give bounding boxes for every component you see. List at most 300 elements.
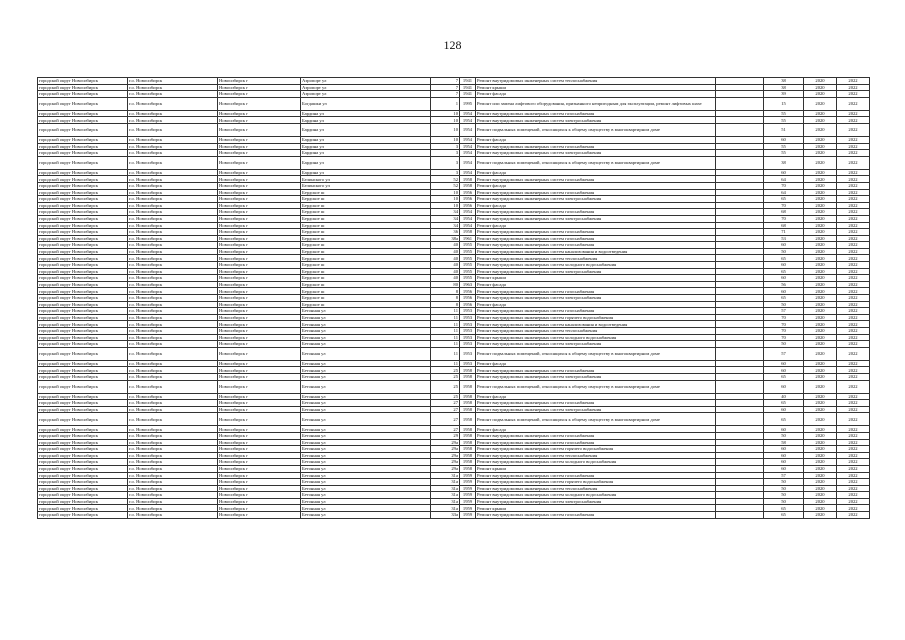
table-row	[38, 360, 870, 367]
table-row	[38, 314, 870, 321]
cell-municipality: городской округ Новосибирск	[38, 229, 128, 236]
cell-year-start: 2020	[804, 472, 837, 479]
cell-year-start: 2020	[804, 150, 837, 157]
cell-house-number: 40	[431, 275, 460, 282]
cell-district: г.о. Новосибирск	[128, 215, 218, 222]
cell-year-start: 2020	[804, 235, 837, 242]
cell-district: г.о. Новосибирск	[128, 472, 218, 479]
cell-year-end: 2022	[837, 334, 870, 341]
cell-street: Бердское ш	[301, 275, 431, 282]
cell-district: г.о. Новосибирск	[128, 380, 218, 393]
cell-year-end: 2022	[837, 189, 870, 196]
cell-blank	[716, 215, 764, 222]
cell-value: 68	[764, 222, 804, 229]
cell-house-number: 27	[431, 400, 460, 407]
cell-year-end: 2022	[837, 262, 870, 269]
cell-year-end: 2022	[837, 295, 870, 302]
cell-house-number: 40	[431, 242, 460, 249]
cell-year-end: 2022	[837, 84, 870, 91]
cell-work-type: Ремонт фасада	[476, 202, 716, 209]
cell-house-number: 34	[431, 215, 460, 222]
cell-build-year: 1963	[460, 281, 476, 288]
cell-district: г.о. Новосибирск	[128, 432, 218, 439]
cell-build-year: 1958	[460, 452, 476, 459]
cell-street: Бердское ш	[301, 202, 431, 209]
cell-district: г.о. Новосибирск	[128, 308, 218, 315]
cell-value: 70	[764, 314, 804, 321]
cell-district: г.о. Новосибирск	[128, 459, 218, 466]
cell-house-number: 27	[431, 413, 460, 426]
cell-district: г.о. Новосибирск	[128, 150, 218, 157]
cell-blank	[716, 301, 764, 308]
cell-year-end: 2022	[837, 373, 870, 380]
cell-municipality: городской округ Новосибирск	[38, 288, 128, 295]
cell-settlement: Новосибирск г	[218, 136, 301, 143]
cell-house-number: 11	[431, 360, 460, 367]
cell-district: г.о. Новосибирск	[128, 367, 218, 374]
cell-settlement: Новосибирск г	[218, 182, 301, 189]
cell-value: 65	[764, 505, 804, 512]
cell-house-number: 40	[431, 268, 460, 275]
cell-work-type: Ремонт внутридомовых инженерных систем электроснабжения	[476, 295, 716, 302]
table-row	[38, 432, 870, 439]
cell-house-number: 40	[431, 248, 460, 255]
cell-district: г.о. Новосибирск	[128, 281, 218, 288]
cell-blank	[716, 347, 764, 360]
cell-house-number: 25	[431, 373, 460, 380]
cell-value: 50	[764, 485, 804, 492]
cell-work-type: Ремонт внутридомовых инженерных систем электроснабжения	[476, 196, 716, 203]
cell-blank	[716, 268, 764, 275]
cell-municipality: городской округ Новосибирск	[38, 400, 128, 407]
table-row	[38, 182, 870, 189]
cell-municipality: городской округ Новосибирск	[38, 84, 128, 91]
cell-year-start: 2020	[804, 439, 837, 446]
cell-blank	[716, 321, 764, 328]
cell-year-end: 2022	[837, 446, 870, 453]
cell-work-type: Ремонт фасада	[476, 281, 716, 288]
cell-work-type: Ремонт внутридомовых инженерных систем электроснабжения	[476, 150, 716, 157]
cell-municipality: городской округ Новосибирск	[38, 413, 128, 426]
cell-street: Бардина ул	[301, 156, 431, 169]
cell-blank	[716, 229, 764, 236]
cell-settlement: Новосибирск г	[218, 321, 301, 328]
table-row	[38, 373, 870, 380]
cell-municipality: городской округ Новосибирск	[38, 498, 128, 505]
cell-year-start: 2020	[804, 347, 837, 360]
cell-year-start: 2020	[804, 78, 837, 85]
cell-settlement: Новосибирск г	[218, 505, 301, 512]
table-row	[38, 222, 870, 229]
cell-year-start: 2020	[804, 97, 837, 110]
cell-value: 60	[764, 426, 804, 433]
cell-build-year: 1958	[460, 393, 476, 400]
cell-year-start: 2020	[804, 367, 837, 374]
cell-work-type: Ремонт фасада	[476, 360, 716, 367]
table-row	[38, 248, 870, 255]
cell-value: 65	[764, 512, 804, 519]
cell-street: Бердское ш	[301, 288, 431, 295]
cell-year-end: 2022	[837, 465, 870, 472]
cell-district: г.о. Новосибирск	[128, 321, 218, 328]
cell-value: 71	[764, 229, 804, 236]
cell-build-year: 1953	[460, 334, 476, 341]
cell-value: 58	[764, 439, 804, 446]
cell-year-start: 2020	[804, 222, 837, 229]
cell-house-number: 25	[431, 393, 460, 400]
cell-settlement: Новосибирск г	[218, 222, 301, 229]
cell-settlement: Новосибирск г	[218, 255, 301, 262]
cell-house-number: 11	[431, 341, 460, 348]
cell-year-end: 2022	[837, 498, 870, 505]
cell-blank	[716, 380, 764, 393]
cell-blank	[716, 373, 764, 380]
cell-district: г.о. Новосибирск	[128, 196, 218, 203]
cell-municipality: городской округ Новосибирск	[38, 97, 128, 110]
cell-street: Бетонная ул	[301, 360, 431, 367]
cell-house-number: 3	[431, 150, 460, 157]
cell-value: 60	[764, 360, 804, 367]
cell-build-year: 1958	[460, 176, 476, 183]
cell-district: г.о. Новосибирск	[128, 268, 218, 275]
cell-year-end: 2022	[837, 209, 870, 216]
cell-year-end: 2022	[837, 505, 870, 512]
cell-year-end: 2022	[837, 255, 870, 262]
table-row	[38, 156, 870, 169]
cell-district: г.о. Новосибирск	[128, 347, 218, 360]
cell-blank	[716, 485, 764, 492]
cell-district: г.о. Новосибирск	[128, 222, 218, 229]
cell-municipality: городской округ Новосибирск	[38, 176, 128, 183]
cell-blank	[716, 222, 764, 229]
cell-district: г.о. Новосибирск	[128, 314, 218, 321]
cell-street: Аэропорт ул	[301, 84, 431, 91]
cell-work-type: Ремонт внутридомовых инженерных систем теплоснабжения	[476, 485, 716, 492]
cell-work-type: Ремонт внутридомовых инженерных систем газоснабжения	[476, 472, 716, 479]
cell-settlement: Новосибирск г	[218, 117, 301, 124]
cell-house-number: 33а	[431, 512, 460, 519]
cell-year-start: 2020	[804, 321, 837, 328]
cell-build-year: 1958	[460, 439, 476, 446]
cell-street: Бердское ш	[301, 281, 431, 288]
cell-settlement: Новосибирск г	[218, 492, 301, 499]
cell-value: 60	[764, 459, 804, 466]
table-row	[38, 413, 870, 426]
cell-settlement: Новосибирск г	[218, 406, 301, 413]
cell-municipality: городской округ Новосибирск	[38, 209, 128, 216]
cell-municipality: городской округ Новосибирск	[38, 156, 128, 169]
cell-work-type: Ремонт внутридомовых инженерных систем газоснабжения	[476, 189, 716, 196]
cell-settlement: Новосибирск г	[218, 380, 301, 393]
cell-house-number: 10	[431, 123, 460, 136]
cell-street: Бетонная ул	[301, 426, 431, 433]
cell-street: Бердское ш	[301, 295, 431, 302]
cell-build-year: 1953	[460, 341, 476, 348]
table-row	[38, 117, 870, 124]
cell-district: г.о. Новосибирск	[128, 143, 218, 150]
cell-municipality: городской округ Новосибирск	[38, 406, 128, 413]
cell-house-number: 80	[431, 281, 460, 288]
cell-municipality: городской округ Новосибирск	[38, 301, 128, 308]
cell-municipality: городской округ Новосибирск	[38, 281, 128, 288]
cell-municipality: городской округ Новосибирск	[38, 136, 128, 143]
cell-municipality: городской округ Новосибирск	[38, 485, 128, 492]
cell-house-number: 3	[431, 143, 460, 150]
cell-municipality: городской округ Новосибирск	[38, 295, 128, 302]
cell-year-start: 2020	[804, 215, 837, 222]
cell-municipality: городской округ Новосибирск	[38, 439, 128, 446]
cell-year-start: 2020	[804, 334, 837, 341]
cell-municipality: городской округ Новосибирск	[38, 242, 128, 249]
cell-blank	[716, 479, 764, 486]
cell-district: г.о. Новосибирск	[128, 262, 218, 269]
cell-work-type: Ремонт подвальных помещений, относящихся к общему имуществу в многоквартирном доме	[476, 413, 716, 426]
cell-house-number: 11	[431, 347, 460, 360]
cell-work-type: Ремонт внутридомовых инженерных систем газоснабжения	[476, 110, 716, 117]
cell-build-year: 1954	[460, 156, 476, 169]
cell-value: 53	[764, 235, 804, 242]
cell-year-start: 2020	[804, 465, 837, 472]
cell-year-end: 2022	[837, 110, 870, 117]
cell-settlement: Новосибирск г	[218, 367, 301, 374]
cell-value: 60	[764, 367, 804, 374]
cell-settlement: Новосибирск г	[218, 373, 301, 380]
cell-house-number: 31а	[431, 492, 460, 499]
cell-house-number: 10	[431, 117, 460, 124]
cell-build-year: 1959	[460, 472, 476, 479]
cell-build-year: 1955	[460, 255, 476, 262]
cell-build-year: 1995	[460, 97, 476, 110]
cell-year-start: 2020	[804, 301, 837, 308]
cell-house-number: 10	[431, 196, 460, 203]
cell-build-year: 1941	[460, 84, 476, 91]
cell-district: г.о. Новосибирск	[128, 189, 218, 196]
cell-work-type: Ремонт внутридомовых инженерных систем холодного водоснабжения	[476, 492, 716, 499]
cell-year-end: 2022	[837, 328, 870, 335]
cell-municipality: городской округ Новосибирск	[38, 426, 128, 433]
cell-value: 38	[764, 156, 804, 169]
cell-settlement: Новосибирск г	[218, 262, 301, 269]
cell-blank	[716, 196, 764, 203]
cell-municipality: городской округ Новосибирск	[38, 459, 128, 466]
table-row	[38, 143, 870, 150]
table-row	[38, 268, 870, 275]
cell-house-number: 34	[431, 209, 460, 216]
cell-street: Бердское ш	[301, 248, 431, 255]
cell-district: г.о. Новосибирск	[128, 413, 218, 426]
cell-settlement: Новосибирск г	[218, 209, 301, 216]
cell-district: г.о. Новосибирск	[128, 479, 218, 486]
cell-build-year: 1959	[460, 505, 476, 512]
cell-house-number: 31а	[431, 479, 460, 486]
cell-work-type: Ремонт внутридомовых инженерных систем теплоснабжения	[476, 452, 716, 459]
cell-year-end: 2022	[837, 176, 870, 183]
cell-municipality: городской округ Новосибирск	[38, 150, 128, 157]
cell-value: 70	[764, 182, 804, 189]
cell-settlement: Новосибирск г	[218, 196, 301, 203]
cell-year-end: 2022	[837, 426, 870, 433]
cell-year-start: 2020	[804, 485, 837, 492]
cell-blank	[716, 189, 764, 196]
cell-settlement: Новосибирск г	[218, 268, 301, 275]
cell-year-start: 2020	[804, 426, 837, 433]
cell-year-end: 2022	[837, 380, 870, 393]
table-row	[38, 281, 870, 288]
cell-work-type: Ремонт внутридомовых инженерных систем газоснабжения	[476, 432, 716, 439]
cell-municipality: городской округ Новосибирск	[38, 452, 128, 459]
cell-district: г.о. Новосибирск	[128, 492, 218, 499]
cell-year-end: 2022	[837, 248, 870, 255]
cell-district: г.о. Новосибирск	[128, 110, 218, 117]
cell-municipality: городской округ Новосибирск	[38, 189, 128, 196]
table-row	[38, 479, 870, 486]
cell-value: 55	[764, 143, 804, 150]
cell-build-year: 1958	[460, 182, 476, 189]
cell-settlement: Новосибирск г	[218, 110, 301, 117]
cell-settlement: Новосибирск г	[218, 78, 301, 85]
cell-value: 64	[764, 176, 804, 183]
cell-municipality: городской округ Новосибирск	[38, 446, 128, 453]
cell-year-end: 2022	[837, 314, 870, 321]
cell-work-type: Ремонт внутридомовых инженерных систем электроснабжения	[476, 268, 716, 275]
cell-work-type: Ремонт подвальных помещений, относящихся к общему имуществу в многоквартирном доме	[476, 123, 716, 136]
cell-year-end: 2022	[837, 182, 870, 189]
cell-blank	[716, 91, 764, 98]
cell-blank	[716, 288, 764, 295]
cell-settlement: Новосибирск г	[218, 189, 301, 196]
cell-value: 60	[764, 169, 804, 176]
cell-district: г.о. Новосибирск	[128, 182, 218, 189]
cell-year-end: 2022	[837, 367, 870, 374]
cell-district: г.о. Новосибирск	[128, 235, 218, 242]
cell-work-type: Ремонт внутридомовых инженерных систем теплоснабжения	[476, 328, 716, 335]
cell-year-end: 2022	[837, 91, 870, 98]
cell-year-end: 2022	[837, 479, 870, 486]
cell-year-start: 2020	[804, 341, 837, 348]
cell-year-start: 2020	[804, 492, 837, 499]
cell-build-year: 1954	[460, 110, 476, 117]
cell-district: г.о. Новосибирск	[128, 512, 218, 519]
table-row	[38, 169, 870, 176]
cell-year-end: 2022	[837, 78, 870, 85]
cell-year-end: 2022	[837, 169, 870, 176]
cell-house-number: 31а	[431, 505, 460, 512]
table-row	[38, 255, 870, 262]
cell-street: Бердское ш	[301, 196, 431, 203]
cell-settlement: Новосибирск г	[218, 446, 301, 453]
page-number: 128	[443, 38, 462, 52]
cell-year-start: 2020	[804, 512, 837, 519]
cell-district: г.о. Новосибирск	[128, 373, 218, 380]
cell-value: 60	[764, 380, 804, 393]
table-row	[38, 334, 870, 341]
cell-settlement: Новосибирск г	[218, 459, 301, 466]
cell-house-number: 29	[431, 432, 460, 439]
cell-settlement: Новосибирск г	[218, 202, 301, 209]
cell-build-year: 1955	[460, 262, 476, 269]
cell-settlement: Новосибирск г	[218, 215, 301, 222]
cell-house-number: 29а	[431, 459, 460, 466]
cell-blank	[716, 328, 764, 335]
table-row	[38, 84, 870, 91]
cell-work-type: Ремонт внутридомовых инженерных систем холодного водоснабжения	[476, 334, 716, 341]
cell-street: Бердское ш	[301, 242, 431, 249]
table-row	[38, 202, 870, 209]
cell-year-end: 2022	[837, 275, 870, 282]
cell-year-start: 2020	[804, 182, 837, 189]
cell-build-year: 1959	[460, 492, 476, 499]
cell-house-number: 40	[431, 255, 460, 262]
cell-municipality: городской округ Новосибирск	[38, 334, 128, 341]
cell-blank	[716, 110, 764, 117]
cell-value: 60	[764, 275, 804, 282]
cell-municipality: городской округ Новосибирск	[38, 117, 128, 124]
cell-year-start: 2020	[804, 314, 837, 321]
cell-district: г.о. Новосибирск	[128, 446, 218, 453]
cell-year-start: 2020	[804, 196, 837, 203]
cell-settlement: Новосибирск г	[218, 275, 301, 282]
cell-municipality: городской округ Новосибирск	[38, 505, 128, 512]
table-row	[38, 406, 870, 413]
cell-work-type: Ремонт фасада	[476, 222, 716, 229]
cell-work-type: Ремонт подвальных помещений, относящихся к общему имуществу в многоквартирном доме	[476, 380, 716, 393]
cell-street: Бетонная ул	[301, 393, 431, 400]
cell-year-end: 2022	[837, 341, 870, 348]
cell-house-number: 7	[431, 84, 460, 91]
cell-build-year: 1958	[460, 367, 476, 374]
cell-year-start: 2020	[804, 268, 837, 275]
cell-blank	[716, 202, 764, 209]
cell-build-year: 1954	[460, 169, 476, 176]
cell-value: 55	[764, 110, 804, 117]
cell-value: 70	[764, 202, 804, 209]
cell-build-year: 1956	[460, 189, 476, 196]
table-row	[38, 347, 870, 360]
cell-settlement: Новосибирск г	[218, 301, 301, 308]
cell-street: Бетонная ул	[301, 498, 431, 505]
cell-municipality: городской округ Новосибирск	[38, 182, 128, 189]
cell-house-number: 10	[431, 110, 460, 117]
table-body	[38, 78, 870, 519]
cell-blank	[716, 498, 764, 505]
table-row	[38, 229, 870, 236]
cell-house-number: 29а	[431, 465, 460, 472]
cell-street: Бетонная ул	[301, 512, 431, 519]
table-row	[38, 136, 870, 143]
cell-value: 60	[764, 262, 804, 269]
cell-blank	[716, 406, 764, 413]
cell-house-number: 7	[431, 78, 460, 85]
cell-blank	[716, 432, 764, 439]
cell-municipality: городской округ Новосибирск	[38, 512, 128, 519]
cell-value: 65	[764, 255, 804, 262]
cell-district: г.о. Новосибирск	[128, 393, 218, 400]
cell-settlement: Новосибирск г	[218, 472, 301, 479]
table-row	[38, 452, 870, 459]
cell-work-type: Ремонт внутридомовых инженерных систем холодного водоснабжения	[476, 262, 716, 269]
cell-value: 15	[764, 97, 804, 110]
cell-house-number: 8	[431, 295, 460, 302]
cell-street: Белинского ул	[301, 182, 431, 189]
table-row	[38, 465, 870, 472]
cell-district: г.о. Новосибирск	[128, 255, 218, 262]
cell-value: 70	[764, 321, 804, 328]
cell-work-type: Ремонт внутридомовых инженерных систем газоснабжения	[476, 400, 716, 407]
cell-municipality: городской округ Новосибирск	[38, 479, 128, 486]
cell-blank	[716, 156, 764, 169]
cell-year-end: 2022	[837, 268, 870, 275]
cell-value: 55	[764, 117, 804, 124]
